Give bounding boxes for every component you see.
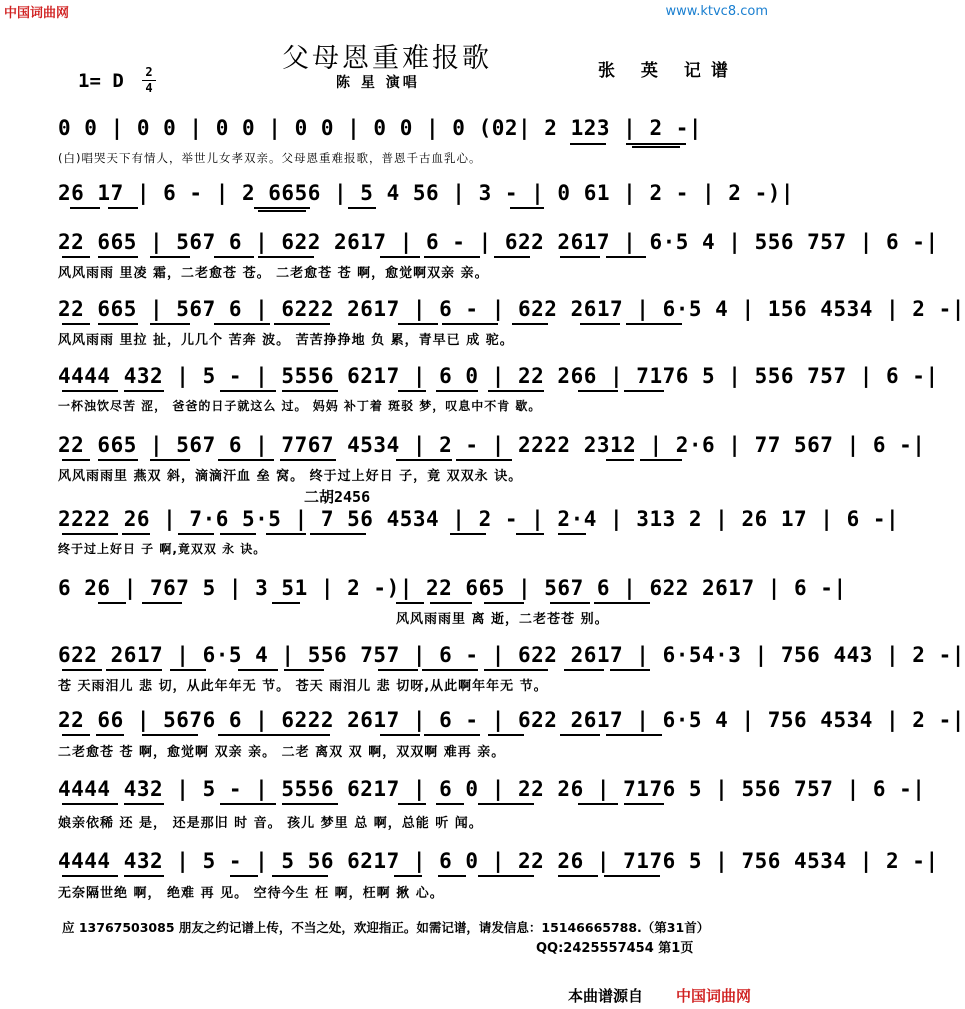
beam-lines-7 — [58, 533, 738, 541]
watermark-site-url: www.ktvc8.com — [665, 4, 768, 19]
time-signature — [142, 66, 156, 95]
notation-line-10: 22 66 | 5676 6 | 6222 2617 | 6 - | 622 2617 | 6·5 4 | 756 4534 | 2 -| — [58, 708, 965, 732]
beam-lines-2 — [58, 207, 738, 215]
notation-line-8: 6 26 | 767 5 | 3 51 | 2 -)| 22 665 | 567 6 | 622 2617 | 6 -| — [58, 576, 847, 600]
notation-line-1: 0 0 | 0 0 | 0 0 | 0 0 | 0 0 | 0 (02| 2 123 | 2 -| — [58, 116, 703, 140]
time-signature-top: 2 — [145, 65, 153, 79]
singer-credit: 陈 星 演唱 — [336, 75, 420, 91]
lyric-line-8: 风风雨雨里 离 逝，二老苍苍 别。 — [396, 612, 609, 627]
notation-line-9: 622 2617 | 6·5 4 | 556 757 | 6 - | 622 2617 | 6·54·3 | 756 443 | 2 -| — [58, 643, 965, 667]
lyric-line-7: 终于过上好日 子 啊,竟双双 永 诀。 — [58, 542, 267, 556]
beam-lines-4 — [58, 323, 738, 331]
lyric-line-3: 风风雨雨 里凌 霜，二老愈苍 苍。 二老愈苍 苍 啊，愈觉啊双亲 亲。 — [58, 266, 489, 281]
beam-lines-9 — [58, 669, 738, 677]
footer-contact-page: QQ:2425557454 第1页 — [536, 941, 694, 956]
watermark-site-name: 中国词曲网 — [4, 6, 70, 21]
scorer-credit: 张 英 记谱 — [598, 61, 738, 81]
notation-line-4: 22 665 | 567 6 | 6222 2617 | 6 - | 622 2617 | 6·5 4 | 156 4534 | 2 -| — [58, 297, 965, 321]
notation-line-2: 26 17 | 6 - | 2 6656 | 5 4 56 | 3 - | 0 61 | 2 - | 2 -)| — [58, 181, 795, 205]
beam-lines-12 — [58, 875, 738, 883]
footer-note: 应 13767503085 朋友之约记谱上传，不当之处，欢迎指正。如需记谱，请发信息：15146665788.（第31首） — [62, 920, 710, 935]
notation-line-11: 4444 432 | 5 - | 5556 6217 | 6 0 | 22 26 | 7176 5 | 556 757 | 6 -| — [58, 777, 926, 801]
beam-lines-1 — [58, 143, 738, 151]
beam-lines-5 — [58, 390, 738, 398]
song-title: 父母恩重难报歌 — [282, 43, 492, 74]
beam-lines-10 — [58, 734, 738, 742]
beam-lines-11 — [58, 803, 738, 811]
notation-line-6: 22 665 | 567 6 | 7767 4534 | 2 - | 2222 2312 | 2·6 | 77 567 | 6 -| — [58, 433, 926, 457]
source-label: 本曲谱源自 — [568, 987, 644, 1005]
beam-lines-6 — [58, 459, 738, 467]
lyric-line-4: 风风雨雨 里拉 扯，儿几个 苦奔 波。 苦苦挣挣地 负 累，青早已 成 驼。 — [58, 333, 514, 348]
notation-line-7: 2222 26 | 7·6 5·5 | 7 56 4534 | 2 - | 2·4 | 313 2 | 26 17 | 6 -| — [58, 507, 900, 531]
time-signature-bottom: 4 — [145, 81, 153, 95]
lyric-line-11: 娘亲依稀 还 是， 还是那旧 时 音。 孩儿 梦里 总 啊，总能 听 闻。 — [58, 816, 483, 831]
lyric-line-6: 风风雨雨里 燕双 斜，滴滴汗血 垒 窝。 终于过上好日 子，竟 双双永 诀。 — [58, 469, 523, 484]
lyric-line-1: (白)唱哭天下有情人，举世儿女孝双亲。父母恩重难报歌，普恩千古血乳心。 — [58, 151, 482, 165]
lyric-line-9: 苍 天雨泪儿 悲 切，从此年年无 节。 苍天 雨泪儿 悲 切呀,从此啊年年无 节。 — [58, 679, 548, 694]
erhu-cue-label: 二胡2456 — [304, 488, 371, 506]
key-signature: 1= D — [78, 70, 124, 92]
notation-line-5: 4444 432 | 5 - | 5556 6217 | 6 0 | 22 266 | 7176 5 | 556 757 | 6 -| — [58, 364, 939, 388]
source-brand: 中国词曲网 — [676, 987, 752, 1005]
lyric-line-12: 无奈隔世绝 啊， 绝难 再 见。 空待今生 枉 啊，枉啊 揪 心。 — [58, 886, 444, 901]
beam-lines-3 — [58, 256, 738, 264]
lyric-line-5: 一杯浊饮尽苦 涩， 爸爸的日子就这么 过。 妈妈 补丁着 斑驳 梦，叹息中不肯 歇。 — [58, 399, 542, 413]
beam-lines-8 — [58, 602, 738, 610]
notation-line-3: 22 665 | 567 6 | 622 2617 | 6 - | 622 2617 | 6·5 4 | 556 757 | 6 -| — [58, 230, 939, 254]
lyric-line-10: 二老愈苍 苍 啊，愈觉啊 双亲 亲。 二老 离双 双 啊，双双啊 难再 亲。 — [58, 745, 506, 760]
notation-line-12: 4444 432 | 5 - | 5 56 6217 | 6 0 | 22 26 | 7176 5 | 756 4534 | 2 -| — [58, 849, 939, 873]
